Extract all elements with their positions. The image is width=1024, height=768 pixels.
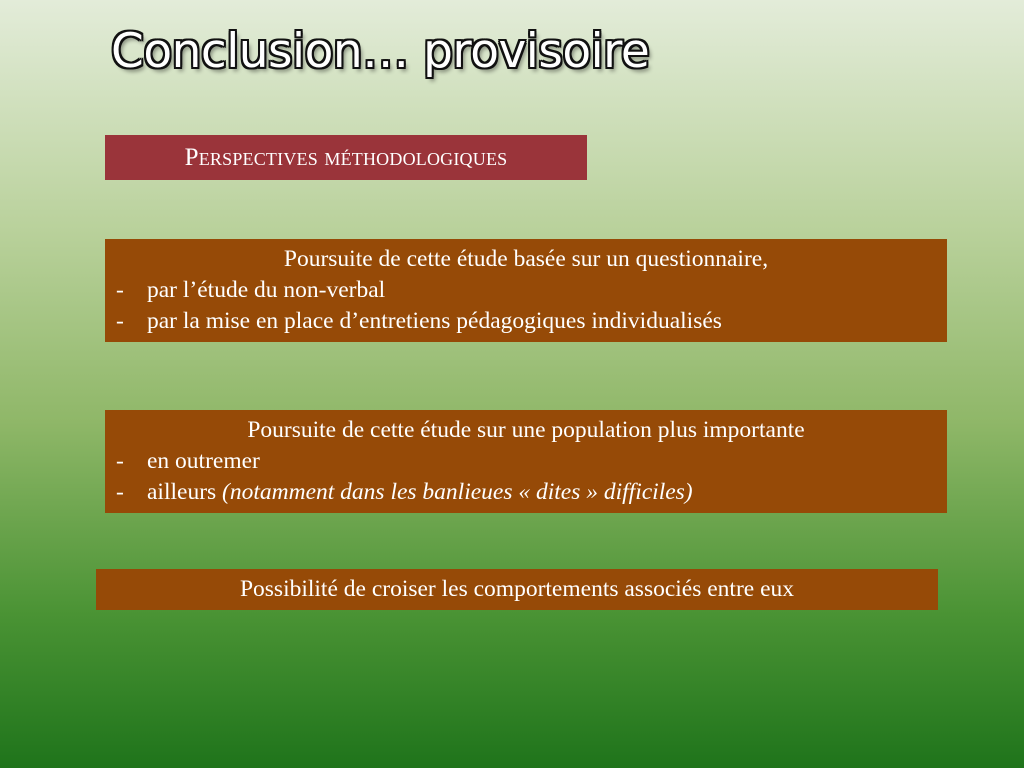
perspective-box-behaviours bbox=[96, 569, 938, 610]
box-lead-text: Poursuite de cette étude sur une population plus importante bbox=[247, 417, 805, 443]
slide-title: Conclusion… provisoire bbox=[111, 24, 650, 79]
bullet-dash: - bbox=[116, 479, 124, 505]
section-heading-box bbox=[105, 135, 587, 180]
list-item bbox=[105, 446, 947, 477]
list-item-text: par l’étude du non-verbal bbox=[147, 277, 386, 303]
list-item bbox=[105, 477, 947, 508]
box-lead-text: Poursuite de cette étude basée sur un questionnaire, bbox=[283, 246, 769, 272]
list-item-text: en outremer bbox=[147, 448, 260, 474]
list-item bbox=[105, 306, 947, 337]
bullet-dash: - bbox=[116, 308, 124, 334]
list-item-italic-note: (notamment dans les banlieues « dites » difficiles) bbox=[222, 479, 693, 505]
section-heading: Perspectives méthodologiques bbox=[184, 143, 508, 171]
list-item-text: ailleurs bbox=[147, 479, 217, 505]
list-item bbox=[105, 275, 947, 306]
box-text: Possibilité de croiser les comportements associés entre eux bbox=[239, 576, 795, 602]
bullet-dash: - bbox=[116, 448, 124, 474]
perspective-box-questionnaire bbox=[105, 239, 947, 342]
list-item-text: par la mise en place d’entretiens pédagogiques individualisés bbox=[147, 308, 722, 334]
bullet-dash: - bbox=[116, 277, 124, 303]
perspective-box-population bbox=[105, 410, 947, 513]
